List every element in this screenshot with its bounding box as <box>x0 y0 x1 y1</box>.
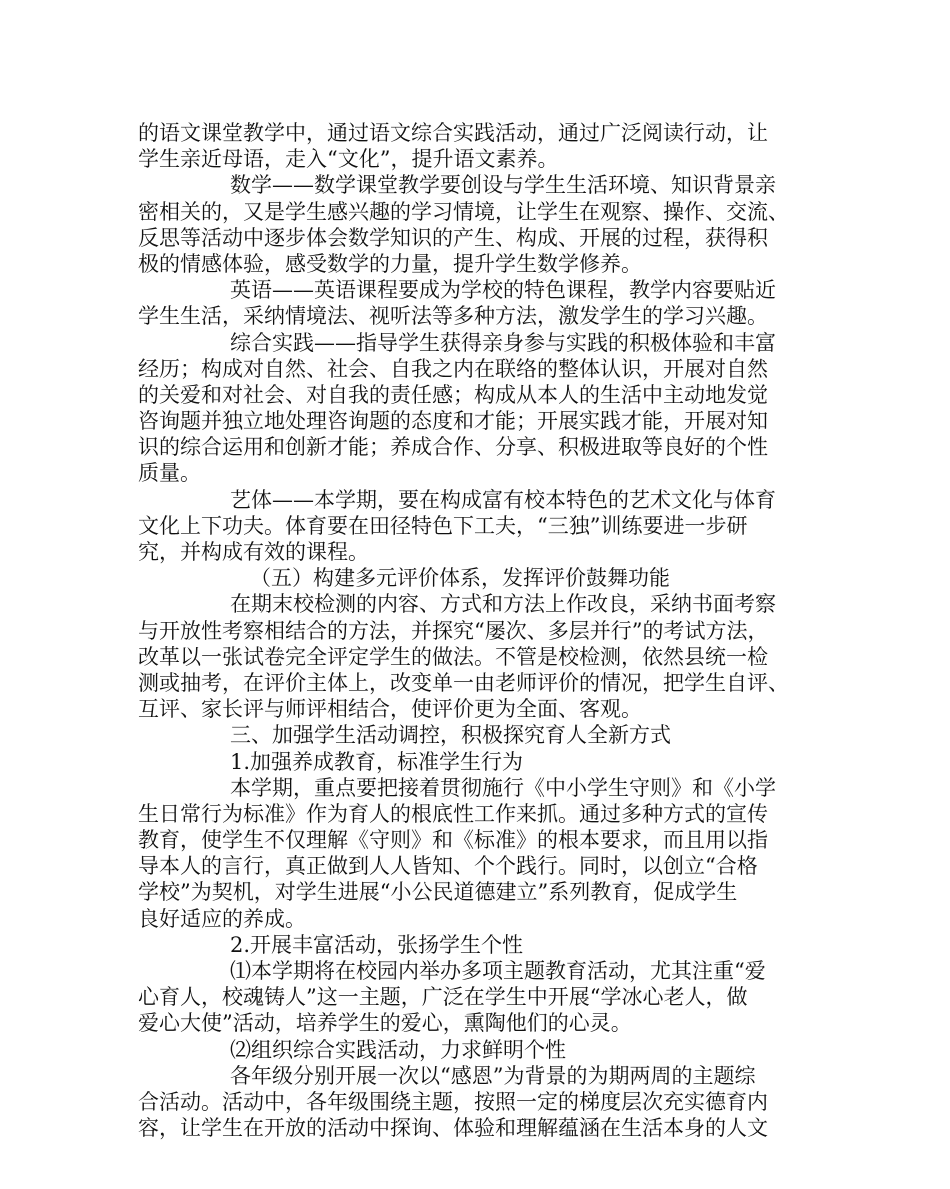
text-line: 互评、家长评与师评相结合，使评价更为全面、客观。 <box>138 697 642 722</box>
text-line: 教育，使学生不仅理解《守则》和《标准》的根本要求，而且用以指 <box>138 828 768 853</box>
text-line: 学生生活，采纳情境法、视听法等多种方法，激发学生的学习兴趣。 <box>138 304 768 329</box>
text-line: 学生亲近母语，走入“文化”，提升语文素养。 <box>138 147 559 172</box>
text-line: 学校”为契机，对学生进展“小公民道德建立”系列教育，促成学生 <box>138 880 738 905</box>
text-line: 识的综合运用和创新才能；养成合作、分享、积极进取等良好的个性 <box>138 435 768 460</box>
text-line: 质量。 <box>138 461 201 486</box>
text-line: 数学——数学课堂教学要创设与学生生活环境、知识背景亲 <box>230 173 776 198</box>
text-line: 文化上下功夫。体育要在田径特色下工夫，“三独”训练要进一步研 <box>138 513 748 538</box>
document-body <box>138 120 828 1141</box>
paragraph <box>138 565 828 591</box>
paragraph <box>138 277 828 329</box>
paragraph <box>138 330 828 487</box>
text-line: 的关爱和对社会、对自我的责任感；构成从本人的生活中主动地发觉 <box>138 382 768 407</box>
text-line: 心育人，校魂铸人”这一主题，广泛在学生中开展“学冰心老人，做 <box>138 985 748 1010</box>
text-line: 经历；构成对自然、社会、自我之内在联络的整体认识，开展对自然 <box>138 356 768 381</box>
text-line: 综合实践——指导学生获得亲身参与实践的积极体验和丰富 <box>230 330 776 355</box>
paragraph <box>138 749 828 775</box>
text-line: 的语文课堂教学中，通过语文综合实践活动，通过广泛阅读行动，让 <box>138 121 768 145</box>
paragraph <box>138 1063 828 1142</box>
text-line: 究，并构成有效的课程。 <box>138 540 369 564</box>
text-line: 测或抽考，在评价主体上，改变单一由老师评价的情况，把学生自评、 <box>138 670 789 695</box>
text-line: 导本人的言行，真正做到人人皆知、个个践行。同时，以创立“合格 <box>138 854 758 879</box>
text-line: 合活动。活动中，各年级围绕主题，按照一定的梯度层次充实德育内 <box>138 1089 768 1114</box>
text-line: 良好适应的养成。 <box>138 906 306 931</box>
text-line: 三、加强学生活动调控，积极探究育人全新方式 <box>230 723 671 748</box>
text-line: 在期末校检测的内容、方式和方法上作改良，采纳书面考察 <box>230 592 776 617</box>
text-line: 生日常行为标准》作为育人的根底性工作来抓。通过多种方式的宣传 <box>138 801 768 826</box>
text-line: 英语——英语课程要成为学校的特色课程，教学内容要贴近 <box>230 278 776 303</box>
paragraph <box>138 591 828 722</box>
text-line: ⑵组织综合实践活动，力求鲜明个性 <box>230 1037 566 1062</box>
text-line: 本学期，重点要把接着贯彻施行《中小学生守则》和《小学 <box>230 775 776 800</box>
text-line: ⑴本学期将在校园内举办多项主题教育活动，尤其注重“爱 <box>230 959 766 983</box>
text-line: 改革以一张试卷完全评定学生的做法。不管是校检测，依然县统一检 <box>138 644 768 669</box>
paragraph <box>138 958 828 1037</box>
text-line: 容，让学生在开放的活动中探询、体验和理解蕴涵在生活本身的人文 <box>138 1116 768 1141</box>
text-line: 咨询题并独立地处理咨询题的态度和才能；开展实践才能，开展对知 <box>138 409 768 434</box>
paragraph <box>138 722 828 748</box>
paragraph <box>138 120 828 172</box>
text-line: 与开放性考察相结合的方法，并探究“屡次、多层并行”的考试方法， <box>138 618 769 643</box>
text-line: 极的情感体验，感受数学的力量，提升学生数学修养。 <box>138 251 642 276</box>
text-line: 密相关的，又是学生感兴趣的学习情境，让学生在观察、操作、交流、 <box>138 199 789 224</box>
text-line: 各年级分别开展一次以“感恩”为背景的为期两周的主题综 <box>230 1063 756 1088</box>
text-line: 2.开展丰富活动，张扬学生个性 <box>230 932 524 957</box>
paragraph <box>138 932 828 958</box>
text-line: （五）构建多元评价体系，发挥评价鼓舞功能 <box>250 566 670 591</box>
paragraph <box>138 172 828 277</box>
text-line: 反思等活动中逐步体会数学知识的产生、构成、开展的过程，获得积 <box>138 225 768 250</box>
paragraph <box>138 1037 828 1063</box>
paragraph <box>138 487 828 566</box>
text-line: 1.加强养成教育，标准学生行为 <box>230 749 524 774</box>
paragraph <box>138 775 828 932</box>
text-line: 爱心大使”活动，培养学生的爱心，熏陶他们的心灵。 <box>138 1011 632 1036</box>
text-line: 艺体——本学期，要在构成富有校本特色的艺术文化与体育 <box>230 487 776 512</box>
